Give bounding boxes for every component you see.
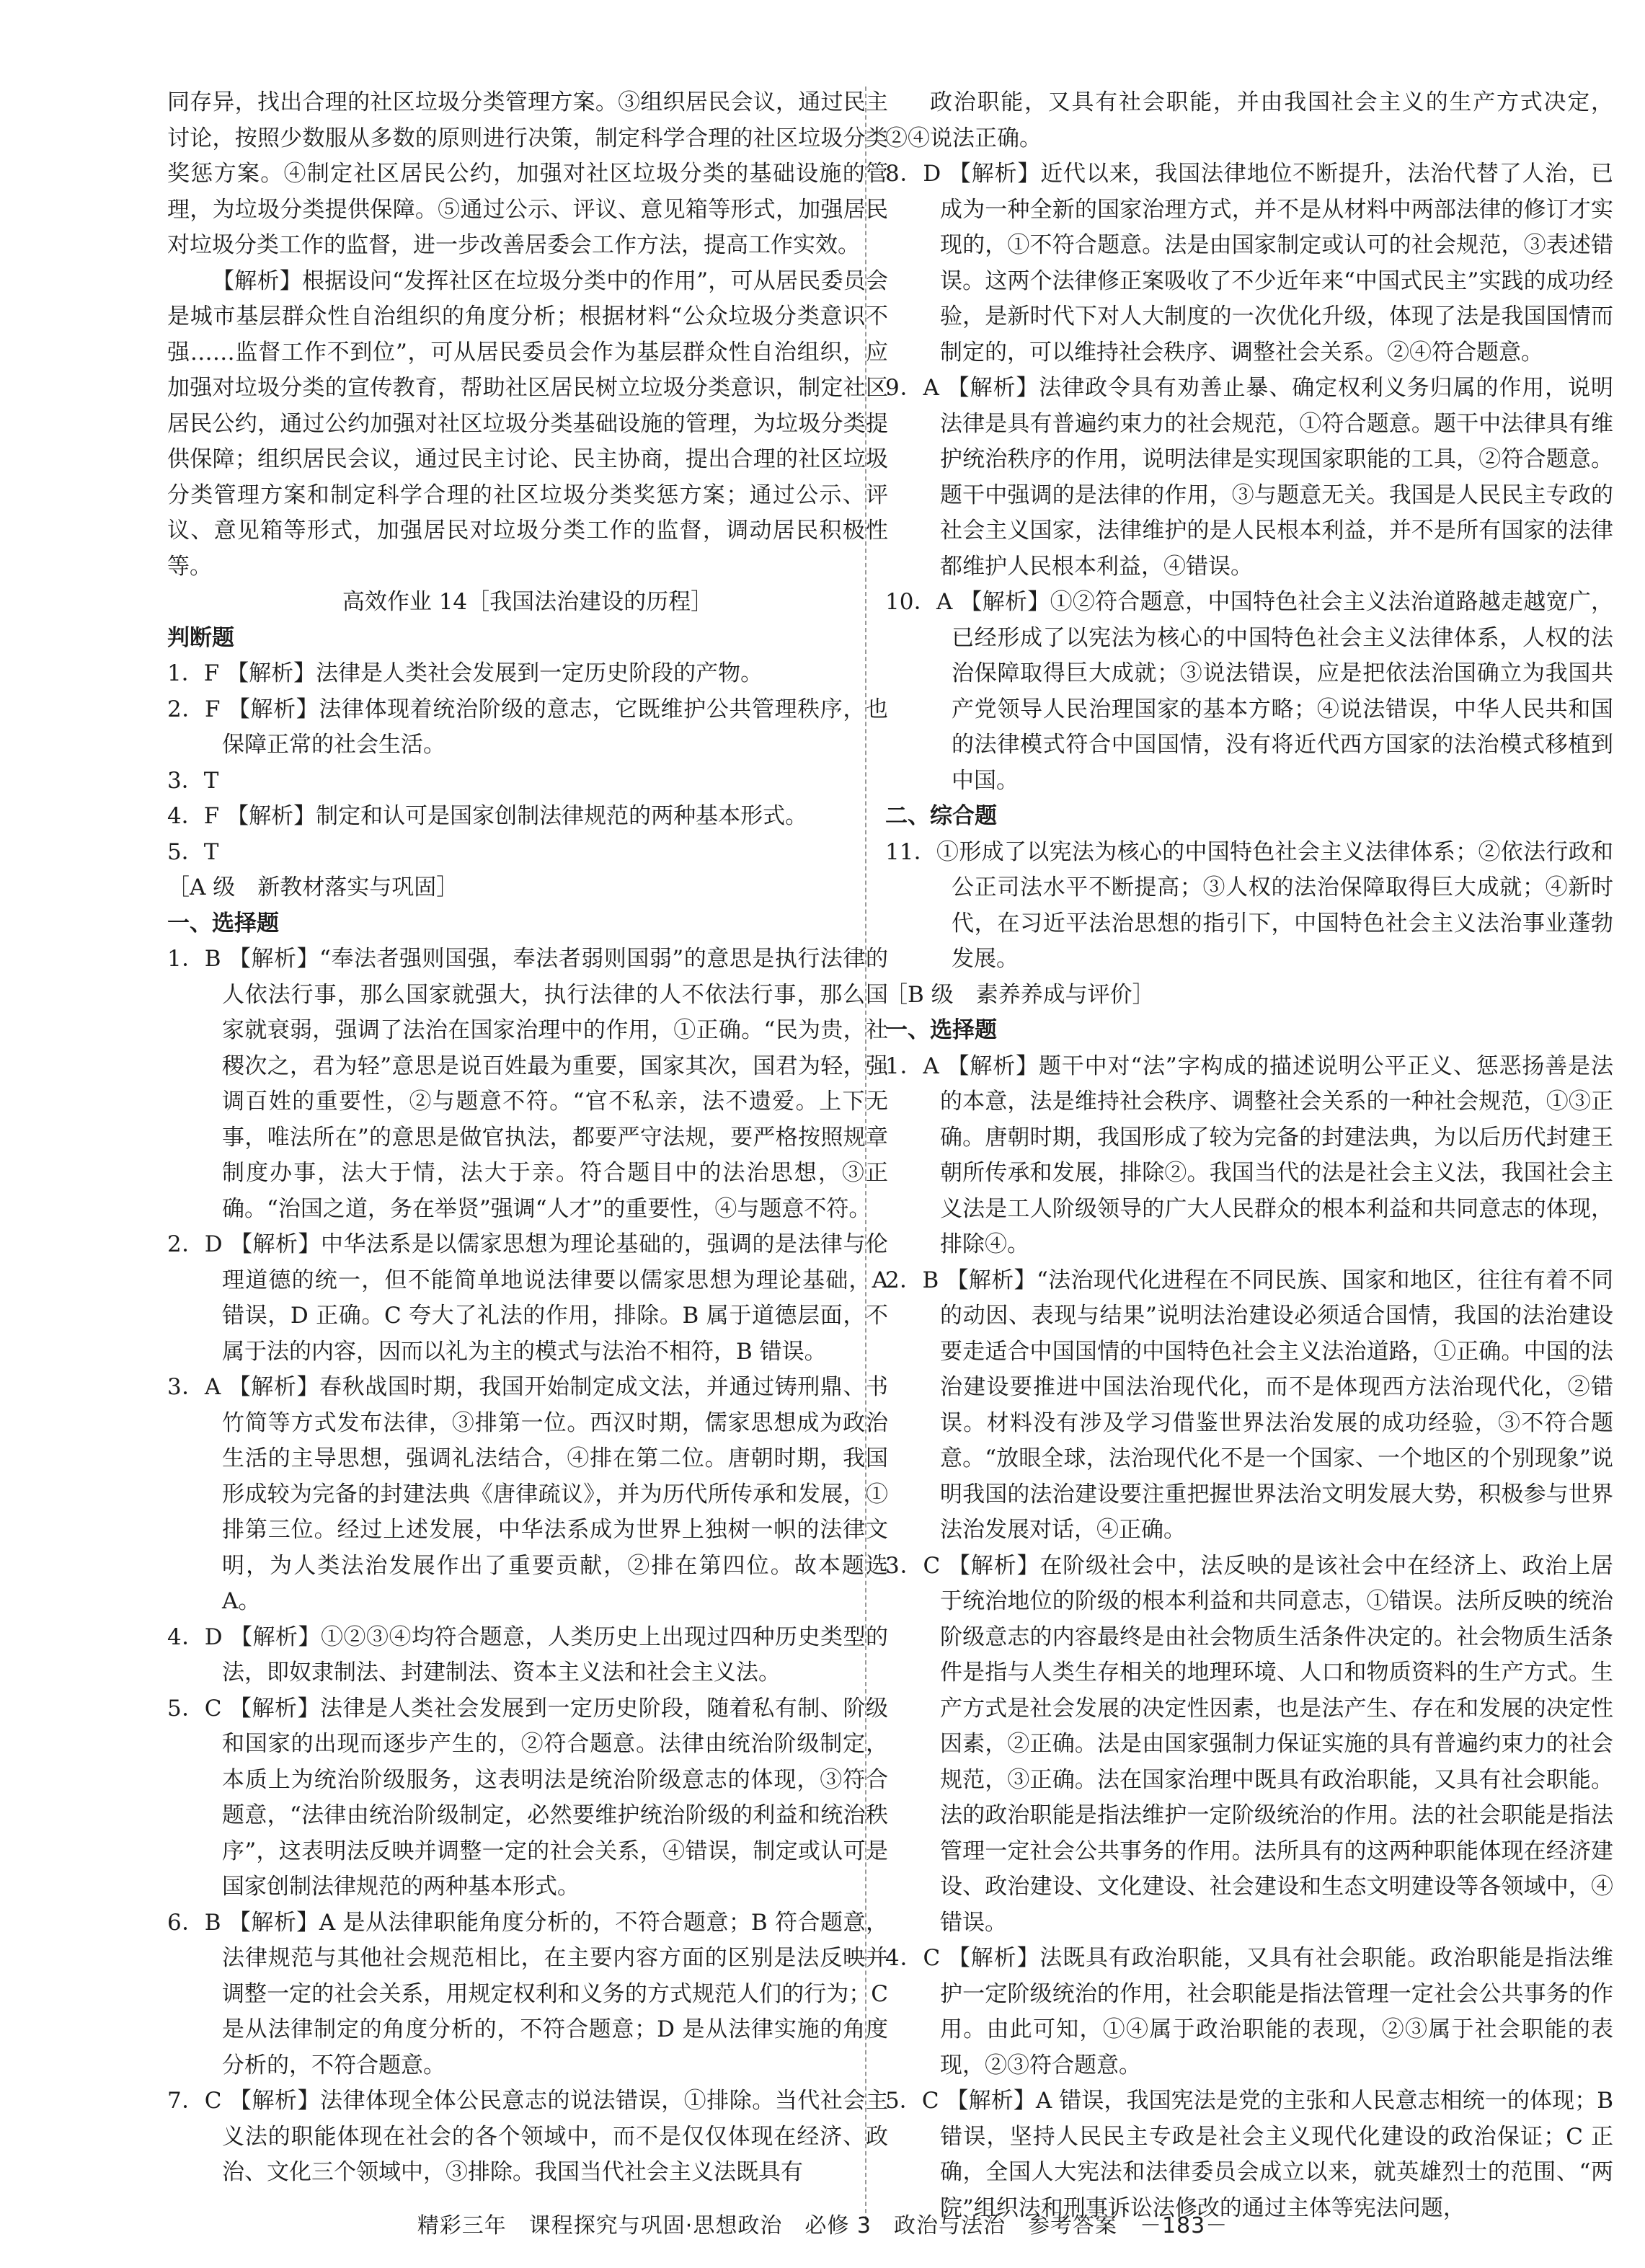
left-paragraph: 2．D 【解析】中华法系是以儒家思想为理论基础的，强调的是法律与伦理道德的统一，但不能简单地说法律要以儒家思想为理论基础，A 错误，D 正确。C 夸大了礼法的作用，排除。B 属于道德层面，不属于法的内容，因而以礼为主的模式与法治不相符，B 错误。 — [167, 1231, 888, 1365]
right-paragraph: 一、选择题 — [885, 1017, 997, 1043]
left-paragraph: 同存异，找出合理的社区垃圾分类管理方案。③组织居民会议，通过民主讨论，按照少数服从多数的原则进行决策，制定科学合理的社区垃圾分类奖惩方案。④制定社区居民公约，加强对社区垃圾分类的基础设施的管理，为垃圾分类提供保障。⑤通过公示、评议、意见箱等形式，加强居民对垃圾分类工作的监督，进一步改善居委会工作方法，提高工作实效。 — [167, 89, 888, 258]
right-paragraph: 9．A 【解析】法律政令具有劝善止暴、确定权利义务归属的作用，说明法律是具有普遍约束力的社会规范，①符合题意。题干中法律具有维护统治秩序的作用，说明法律是实现国家职能的工具，②符合题意。题干中强调的是法律的作用，③与题意无关。我国是人民民主专政的社会主义国家，法律维护的是人民根本利益，并不是所有国家的法律都维护人民根本利益，④错误。 — [885, 375, 1613, 580]
left-paragraph: 7．C 【解析】法律体现全体公民意志的说法错误，①排除。当代社会主义法的职能体现在社会的各个领域中，而不是仅仅体现在经济、政治、文化三个领域中，③排除。我国当代社会主义法既具有 — [167, 2088, 888, 2185]
left-column — [167, 85, 888, 2191]
right-paragraph: 二、综合题 — [885, 803, 997, 829]
left-paragraph: 1．B 【解析】“奉法者强则国强，奉法者弱则国弱”的意思是执行法律的人依法行事，那么国家就强大，执行法律的人不依法行事，那么国家就衰弱，强调了法治在国家治理中的作用，①正确。“民为贵，社稷次之，君为轻”意思是说百姓最为重要，国家其次，国君为轻，强调百姓的重要性，②与题意不符。“官不私亲，法不遗爱。上下无事，唯法所在”的意思是做官执法，都要严守法规，要严格按照规章制度办事，法大于情，法大于亲。符合题目中的法治思想，③正确。“治国之道，务在举贤”强调“人才”的重要性，④与题意不符。 — [167, 946, 888, 1222]
left-paragraph: 1．F 【解析】法律是人类社会发展到一定历史阶段的产物。 — [167, 660, 763, 686]
left-paragraph: 5．T — [167, 838, 219, 865]
page-footer: 精彩三年 课程探究与巩固·思想政治 必修 3 政治与法治 参考答案 －183－ — [417, 2213, 1228, 2238]
left-paragraph: 【解析】根据设问“发挥社区在垃圾分类中的作用”，可从居民委员会是城市基层群众性自治组织的角度分析；根据材料“公众垃圾分类意识不强……监督工作不到位”，可从居民委员会作为基层群众性自治组织，应加强对垃圾分类的宣传教育，帮助社区居民树立垃圾分类意识，制定社区居民公约，通过公约加强对社区垃圾分类基础设施的管理，为垃圾分类提供保障；组织居民会议，通过民主讨论、民主协商，提出合理的社区垃圾分类管理方案和制定科学合理的社区垃圾分类奖惩方案；通过公示、评议、意见箱等形式，加强居民对垃圾分类工作的监督，调动居民积极性等。 — [167, 267, 888, 580]
right-paragraph: 8．D 【解析】近代以来，我国法律地位不断提升，法治代替了人治，已成为一种全新的国家治理方式，并不是从材料中两部法律的修订才实现的，①不符合题意。法是由国家制定或认可的社会规范，③表述错误。这两个法律修正案吸收了不少近年来“中国式民主”实践的成功经验，是新时代下对人大制度的一次优化升级，体现了法是我国国情而制定的，可以维持社会秩序、调整社会关系。②④符合题意。 — [885, 161, 1613, 366]
right-paragraph: 5．C 【解析】A 错误，我国宪法是党的主张和人民意志相统一的体现；B 错误，坚持人民民主专政是社会主义现代化建设的政治保证；C 正确，全国人大宪法和法律委员会成立以来，就英雄烈士的范围、“两院”组织法和刑事诉讼法修改的通过主体等宪法问题， — [885, 2088, 1613, 2221]
right-paragraph: 11．①形成了以宪法为核心的中国特色社会主义法律体系；②依法行政和公正司法水平不断提高；③人权的法治保障取得巨大成就；④新时代，在习近平法治思想的指引下，中国特色社会主义法治事业蓬勃发展。 — [885, 838, 1613, 972]
left-paragraph: 判断题 — [167, 624, 234, 651]
left-paragraph: 3．T — [167, 767, 219, 794]
left-paragraph: 高效作业 14［我国法治建设的历程］ — [342, 589, 714, 615]
right-paragraph: 政治职能，又具有社会职能，并由我国社会主义的生产方式决定，②④说法正确。 — [885, 89, 1613, 151]
right-paragraph: 4．C 【解析】法既具有政治职能，又具有社会职能。政治职能是指法维护一定阶级统治的作用，社会职能是指法管理一定社会公共事务的作用。由此可知，①④属于政治职能的表现，②③属于社会职能的表现，②③符合题意。 — [885, 1945, 1613, 2078]
left-paragraph: 一、选择题 — [167, 910, 279, 936]
right-paragraph: 10．A 【解析】①②符合题意，中国特色社会主义法治道路越走越宽广，已经形成了以宪法为核心的中国特色社会主义法律体系，人权的法治保障取得巨大成就；③说法错误，应是把依法治国确立为我国共产党领导人民治理国家的基本方略；④说法错误，中华人民共和国的法律模式符合中国国情，没有将近代西方国家的法治模式移植到中国。 — [885, 589, 1613, 794]
left-paragraph: 2．F 【解析】法律体现着统治阶级的意志，它既维护公共管理秩序，也保障正常的社会生活。 — [167, 696, 888, 758]
right-paragraph: 3．C 【解析】在阶级社会中，法反映的是该社会中在经济上、政治上居于统治地位的阶级的根本利益和共同意志，①错误。法所反映的统治阶级意志的内容最终是由社会物质生活条件决定的。社会物质生活条件是指与人类生存相关的地理环境、人口和物质资料的生产方式。生产方式是社会发展的决定性因素，也是法产生、存在和发展的决定性因素，②正确。法是由国家强制力保证实施的具有普遍约束力的社会规范，③正确。法在国家治理中既具有政治职能，又具有社会职能。法的政治职能是指法维护一定阶级统治的作用。法的社会职能是指法管理一定社会公共事务的作用。法所具有的这两种职能体现在经济建设、政治建设、文化建设、社会建设和生态文明建设等各领域中，④错误。 — [885, 1552, 1613, 1936]
left-paragraph: 6．B 【解析】A 是从法律职能角度分析的，不符合题意；B 符合题意，法律规范与其他社会规范相比，在主要内容方面的区别是法反映并调整一定的社会关系，用规定权利和义务的方式规范人们的行为；C 是从法律制定的角度分析的，不符合题意；D 是从法律实施的角度分析的，不符合题意。 — [167, 1909, 888, 2078]
left-paragraph: 4．D 【解析】①②③④均符合题意，人类历史上出现过四种历史类型的法，即奴隶制法、封建制法、资本主义法和社会主义法。 — [167, 1624, 888, 1686]
right-paragraph: 1．A 【解析】题干中对“法”字构成的描述说明公平正义、惩恶扬善是法的本意，法是维持社会秩序、调整社会关系的一种社会规范，①③正确。唐朝时期，我国形成了较为完备的封建法典，为以后历代封建王朝所传承和发展，排除②。我国当代的法是社会主义法，我国社会主义法是工人阶级领导的广大人民群众的根本利益和共同意志的体现，排除④。 — [885, 1053, 1613, 1257]
left-paragraph: 4．F 【解析】制定和认可是国家创制法律规范的两种基本形式。 — [167, 803, 808, 829]
right-paragraph: ［B 级 素养养成与评价］ — [885, 981, 1155, 1008]
right-paragraph: 2．B 【解析】“法治现代化进程在不同民族、国家和地区，往往有着不同的动因、表现与结果”说明法治建设必须适合国情，我国的法治建设要走适合中国国情的中国特色社会主义法治道路，①正确。中国的法治建设要推进中国法治现代化，而不是体现西方法治现代化，②错误。材料没有涉及学习借鉴世界法治发展的成功经验，③不符合题意。“放眼全球，法治现代化不是一个国家、一个地区的个别现象”说明我国的法治建设要注重把握世界法治文明发展大势，积极参与世界法治发展对话，④正确。 — [885, 1267, 1613, 1543]
left-paragraph: ［A 级 新教材落实与巩固］ — [167, 874, 459, 900]
left-paragraph: 5．C 【解析】法律是人类社会发展到一定历史阶段，随着私有制、阶级和国家的出现而逐步产生的，②符合题意。法律由统治阶级制定，本质上为统治阶级服务，这表明法是统治阶级意志的体现，③符合题意，“法律由统治阶级制定，必然要维护统治阶级的利益和统治秩序”，这表明法反映并调整一定的社会关系，④错误，制定或认可是国家创制法律规范的两种基本形式。 — [167, 1695, 888, 1900]
column-divider — [865, 87, 866, 2220]
right-column — [885, 85, 1613, 2226]
left-paragraph: 3．A 【解析】春秋战国时期，我国开始制定成文法，并通过铸刑鼎、书竹简等方式发布法律，③排第一位。西汉时期，儒家思想成为政治生活的主导思想，强调礼法结合，④排在第二位。唐朝时期，我国形成较为完备的封建法典《唐律疏议》，并为历代所传承和发展，①排第三位。经过上述发展，中华法系成为世界上独树一帜的法律文明，为人类法治发展作出了重要贡献，②排在第四位。故本题选 A。 — [167, 1374, 888, 1614]
